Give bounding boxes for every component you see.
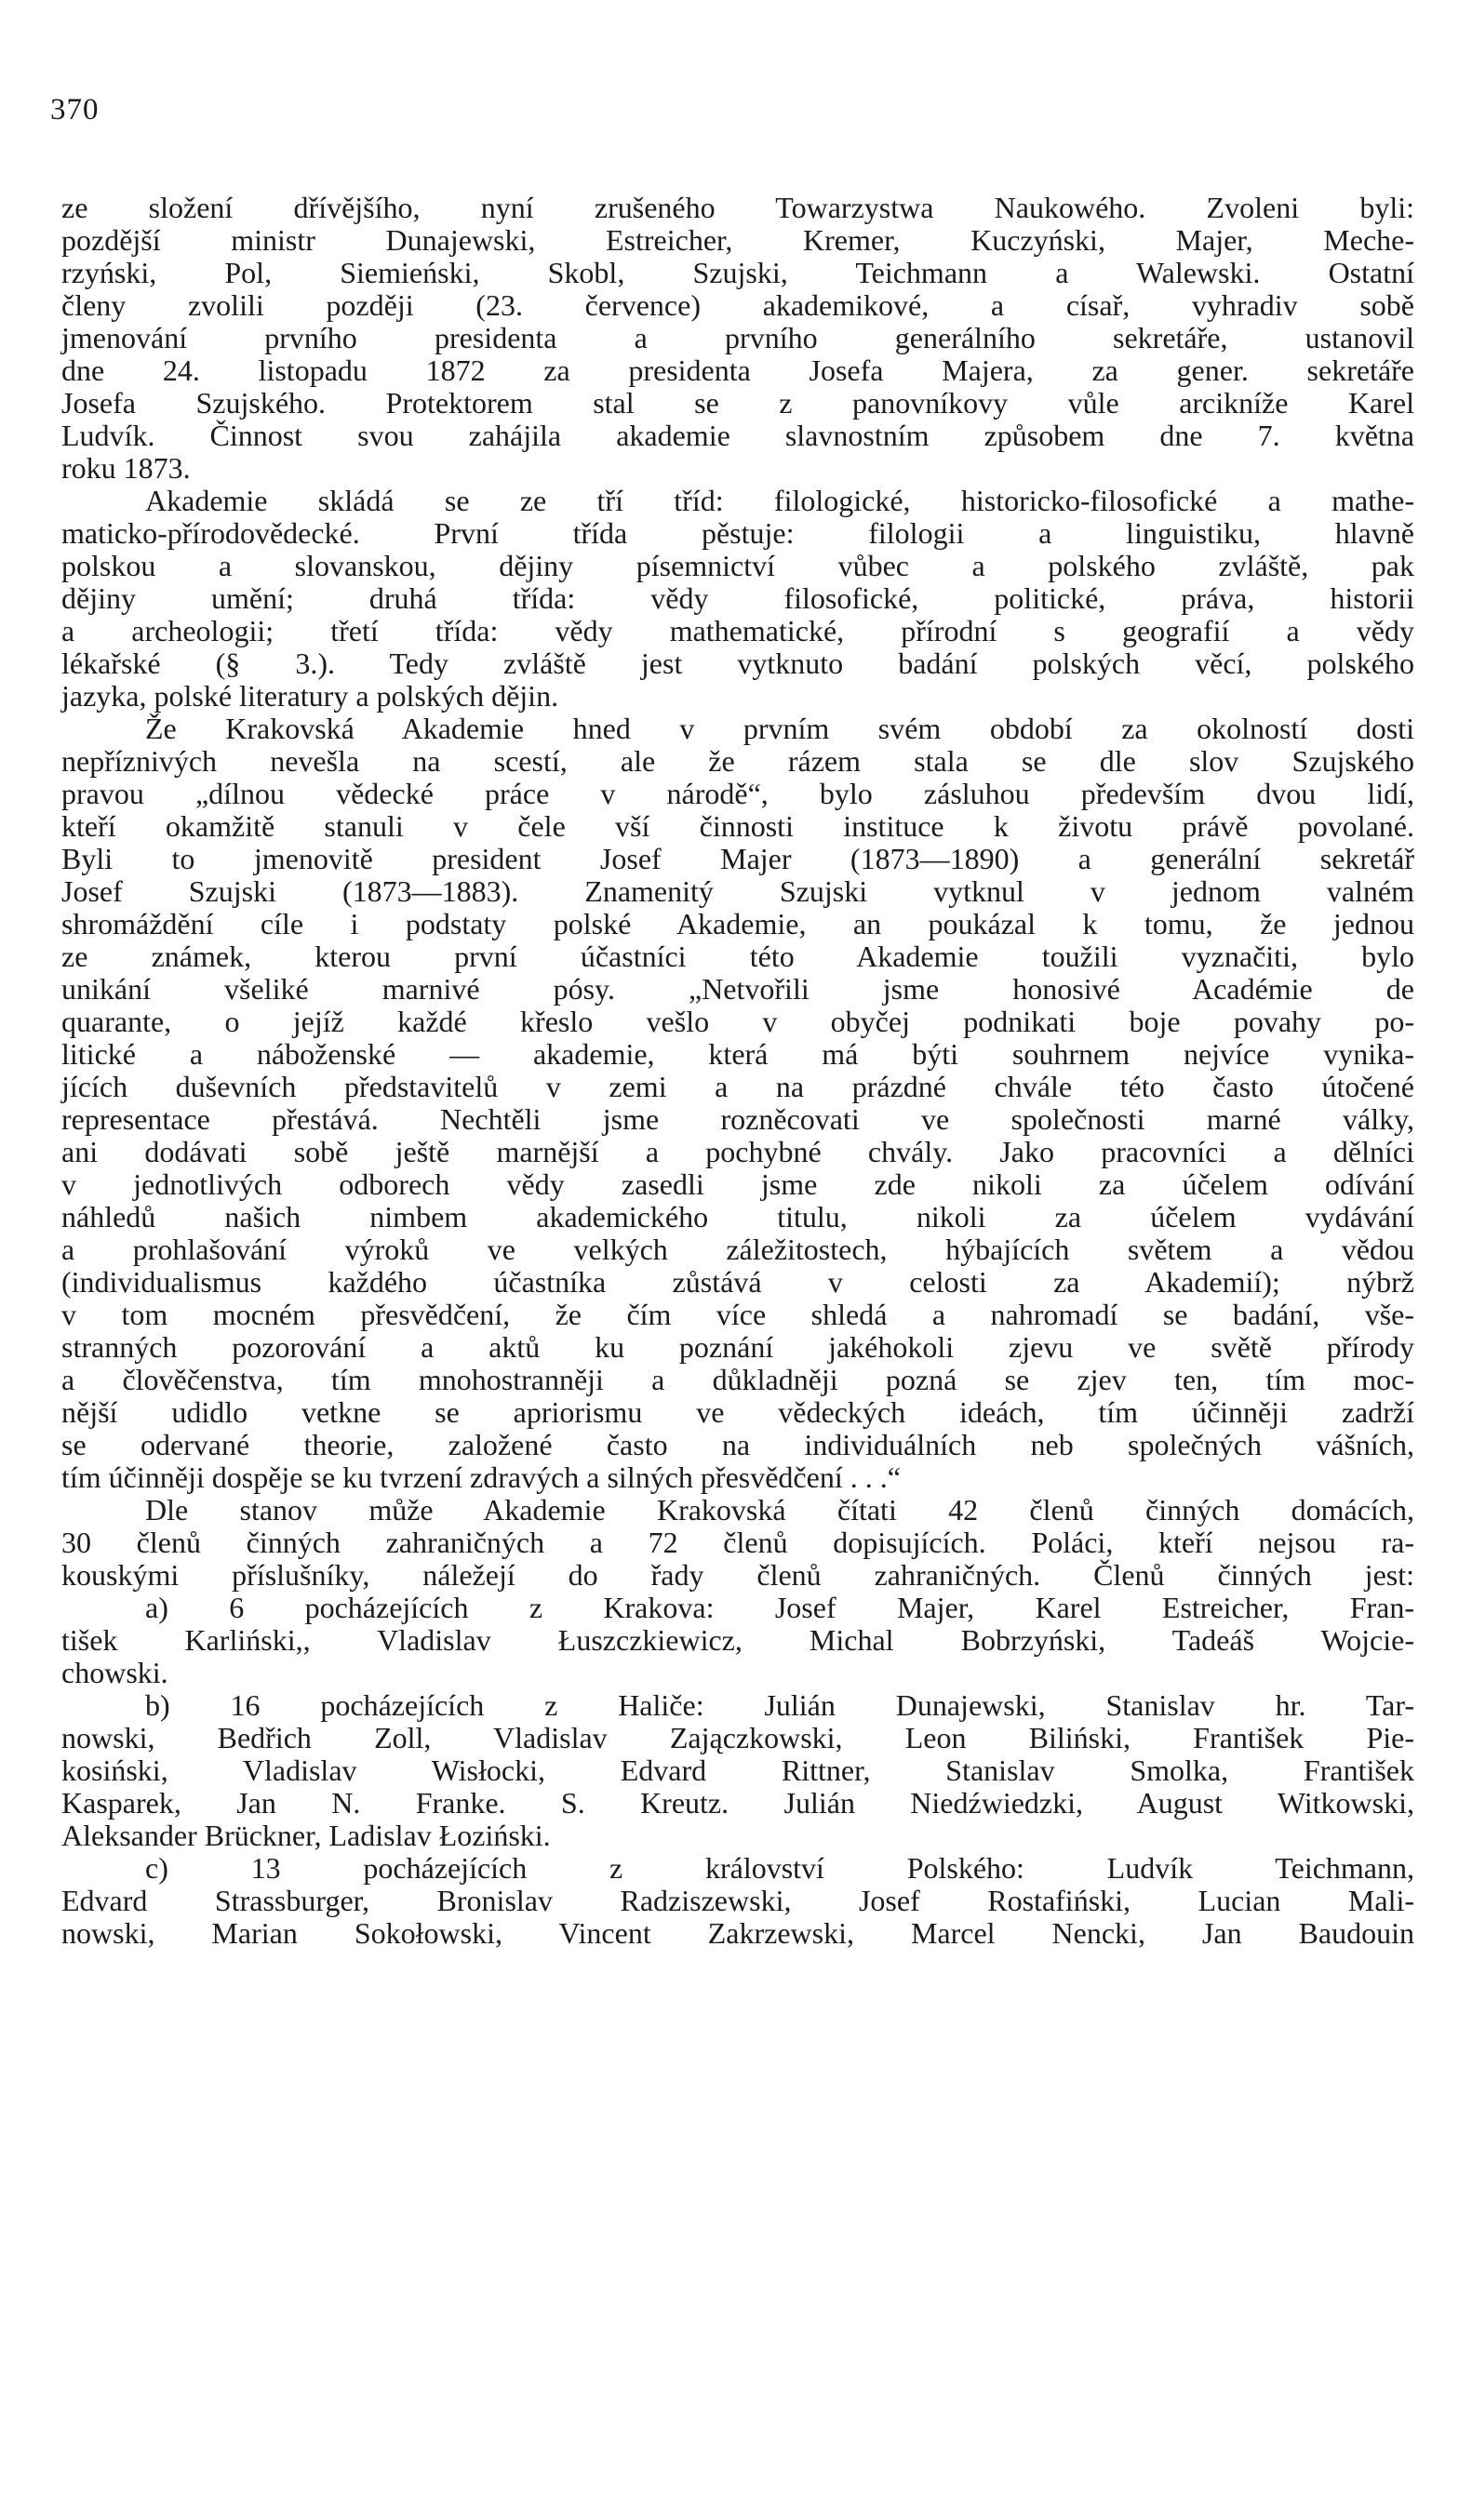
text-line: nowski, Marian Sokołowski, Vincent Zakrzewski, Marcel Nencki, Jan Baudouin bbox=[61, 1916, 1414, 1950]
text-line: Ludvík. Činnost svou zahájila akademie slavnostním způsobem dne 7. května bbox=[61, 419, 1414, 452]
text-line: se odervané theorie, založené často na individuálních neb společných vášních, bbox=[61, 1428, 1414, 1461]
text-line: Kasparek, Jan N. Franke. S. Kreutz. Julián Niedźwiedzki, August Witkowski, bbox=[61, 1786, 1414, 1820]
text-line: ze složení dřívějšího, nyní zrušeného Towarzystwa Naukowého. Zvoleni byli: bbox=[61, 191, 1414, 224]
text-line: (individualismus každého účastníka zůstává v celosti za Akademií); nýbrž bbox=[61, 1265, 1414, 1299]
text-line: a prohlašování výroků ve velkých záležitostech, hýbajících světem a vědou bbox=[61, 1233, 1414, 1266]
text-line: lékařské (§ 3.). Tedy zvláště jest vytknuto badání polských věcí, polského bbox=[61, 647, 1414, 680]
page-number: 370 bbox=[50, 93, 100, 127]
text-line: Že Krakovská Akademie hned v prvním svém období za okolností dosti bbox=[145, 712, 1414, 745]
text-line: kosiński, Vladislav Wisłocki, Edvard Rittner, Stanislav Smolka, František bbox=[61, 1753, 1414, 1787]
text-line: pozdější ministr Dunajewski, Estreicher, Kremer, Kuczyński, Majer, Meche- bbox=[61, 223, 1414, 257]
text-line: členy zvolili později (23. července) akademikové, a císař, vyhradiv sobě bbox=[61, 288, 1414, 322]
text-line: dne 24. listopadu 1872 za presidenta Josefa Majera, za gener. sekretáře bbox=[61, 353, 1414, 387]
text-line: Josefa Szujského. Protektorem stal se z panovníkovy vůle arcikníže Karel bbox=[61, 386, 1414, 420]
text-line: 30 členů činných zahraničných a 72 členů dopisujících. Poláci, kteří nejsou ra- bbox=[61, 1526, 1414, 1559]
text-line: ani dodávati sobě ještě marnější a pochybné chvály. Jako pracovníci a dělníci bbox=[61, 1135, 1414, 1168]
text-line: kteří okamžitě stanuli v čele vší činnosti instituce k životu právě povolané. bbox=[61, 809, 1414, 843]
text-line: c) 13 pocházejících z království Polského: Ludvík Teichmann, bbox=[145, 1851, 1414, 1885]
text-line: unikání všeliké marnivé pósy. „Netvořili jsme honosivé Académie de bbox=[61, 972, 1414, 1006]
text-line: ze známek, kterou první účastníci této Akademie toužili vyznačiti, bylo bbox=[61, 940, 1414, 973]
text-line: shromáždění cíle i podstaty polské Akademie, an poukázal k tomu, že jednou bbox=[61, 907, 1414, 940]
text-line: náhledů našich nimbem akademického titulu, nikoli za účelem vydávání bbox=[61, 1200, 1414, 1233]
body-text bbox=[61, 192, 1414, 1950]
text-line: jazyka, polské literatury a polských dějin. bbox=[61, 679, 559, 713]
text-line: Akademie skládá se ze tří tříd: filologické, historicko-filosofické a mathe- bbox=[145, 484, 1414, 517]
text-line: Josef Szujski (1873—1883). Znamenitý Szujski vytknul v jednom valném bbox=[61, 874, 1414, 908]
text-line: roku 1873. bbox=[61, 451, 191, 485]
text-line: chowski. bbox=[61, 1656, 168, 1689]
text-line: Edvard Strassburger, Bronislav Radziszewski, Josef Rostafiński, Lucian Mali- bbox=[61, 1884, 1414, 1917]
text-line: nepříznivých nevešla na scestí, ale že rázem stala se dle slov Szujského bbox=[61, 744, 1414, 778]
text-line: stranných pozorování a aktů ku poznání jakéhokoli zjevu ve světě přírody bbox=[61, 1330, 1414, 1364]
text-line: kouskými příslušníky, náležejí do řady členů zahraničných. Členů činných jest: bbox=[61, 1558, 1414, 1592]
text-line: jících duševních představitelů v zemi a na prázdné chvále této často útočené bbox=[61, 1070, 1414, 1103]
text-line: tišek Karliński,, Vladislav Łuszczkiewicz, Michal Bobrzyński, Tadeáš Wojcie- bbox=[61, 1623, 1414, 1657]
text-line: b) 16 pocházejících z Haliče: Julián Dunajewski, Stanislav hr. Tar- bbox=[145, 1688, 1414, 1722]
text-line: litické a náboženské — akademie, která má býti souhrnem nejvíce vynika- bbox=[61, 1037, 1414, 1071]
text-line: Byli to jmenovitě president Josef Majer (1873—1890) a generální sekretář bbox=[61, 842, 1414, 875]
text-line: jmenování prvního presidenta a prvního generálního sekretáře, ustanovil bbox=[61, 321, 1414, 354]
text-line: dějiny umění; druhá třída: vědy filosofické, politické, práva, historii bbox=[61, 581, 1414, 615]
text-line: nější udidlo vetkne se apriorismu ve vědeckých ideách, tím účinněji zadrží bbox=[61, 1395, 1414, 1429]
text-line: tím účinněji dospěje se ku tvrzení zdravých a silných přesvědčení . . .“ bbox=[61, 1460, 901, 1494]
text-line: quarante, o jejíž každé křeslo vešlo v obyčej podnikati boje povahy po- bbox=[61, 1005, 1414, 1038]
text-line: a člověčenstva, tím mnohostranněji a důkladněji pozná se zjev ten, tím moc- bbox=[61, 1363, 1414, 1396]
text-line: polskou a slovanskou, dějiny písemnictví vůbec a polského zvláště, pak bbox=[61, 549, 1414, 582]
text-line: maticko-přírodovědecké. První třída pěstuje: filologii a linguistiku, hlavně bbox=[61, 516, 1414, 550]
text-line: a) 6 pocházejících z Krakova: Josef Majer, Karel Estreicher, Fran- bbox=[145, 1591, 1414, 1624]
text-line: v tom mocném přesvědčení, že čím více shledá a nahromadí se badání, vše- bbox=[61, 1298, 1414, 1331]
text-line: Aleksander Brückner, Ladislav Łoziński. bbox=[61, 1819, 551, 1852]
text-line: pravou „dílnou vědecké práce v národě“, bylo zásluhou především dvou lidí, bbox=[61, 777, 1414, 810]
text-line: representace přestává. Nechtěli jsme rozněcovati ve společnosti marné války, bbox=[61, 1102, 1414, 1136]
text-line: Dle stanov může Akademie Krakovská čítati 42 členů činných domácích, bbox=[145, 1493, 1414, 1527]
text-line: v jednotlivých odborech vědy zasedli jsme zde nikoli za účelem odívání bbox=[61, 1167, 1414, 1201]
text-line: a archeologii; třetí třída: vědy mathematické, přírodní s geografií a vědy bbox=[61, 614, 1414, 647]
text-line: rzyński, Pol, Siemieński, Skobl, Szujski, Teichmann a Walewski. Ostatní bbox=[61, 256, 1414, 289]
text-line: nowski, Bedřich Zoll, Vladislav Zajączkowski, Leon Biliński, František Pie- bbox=[61, 1721, 1414, 1754]
